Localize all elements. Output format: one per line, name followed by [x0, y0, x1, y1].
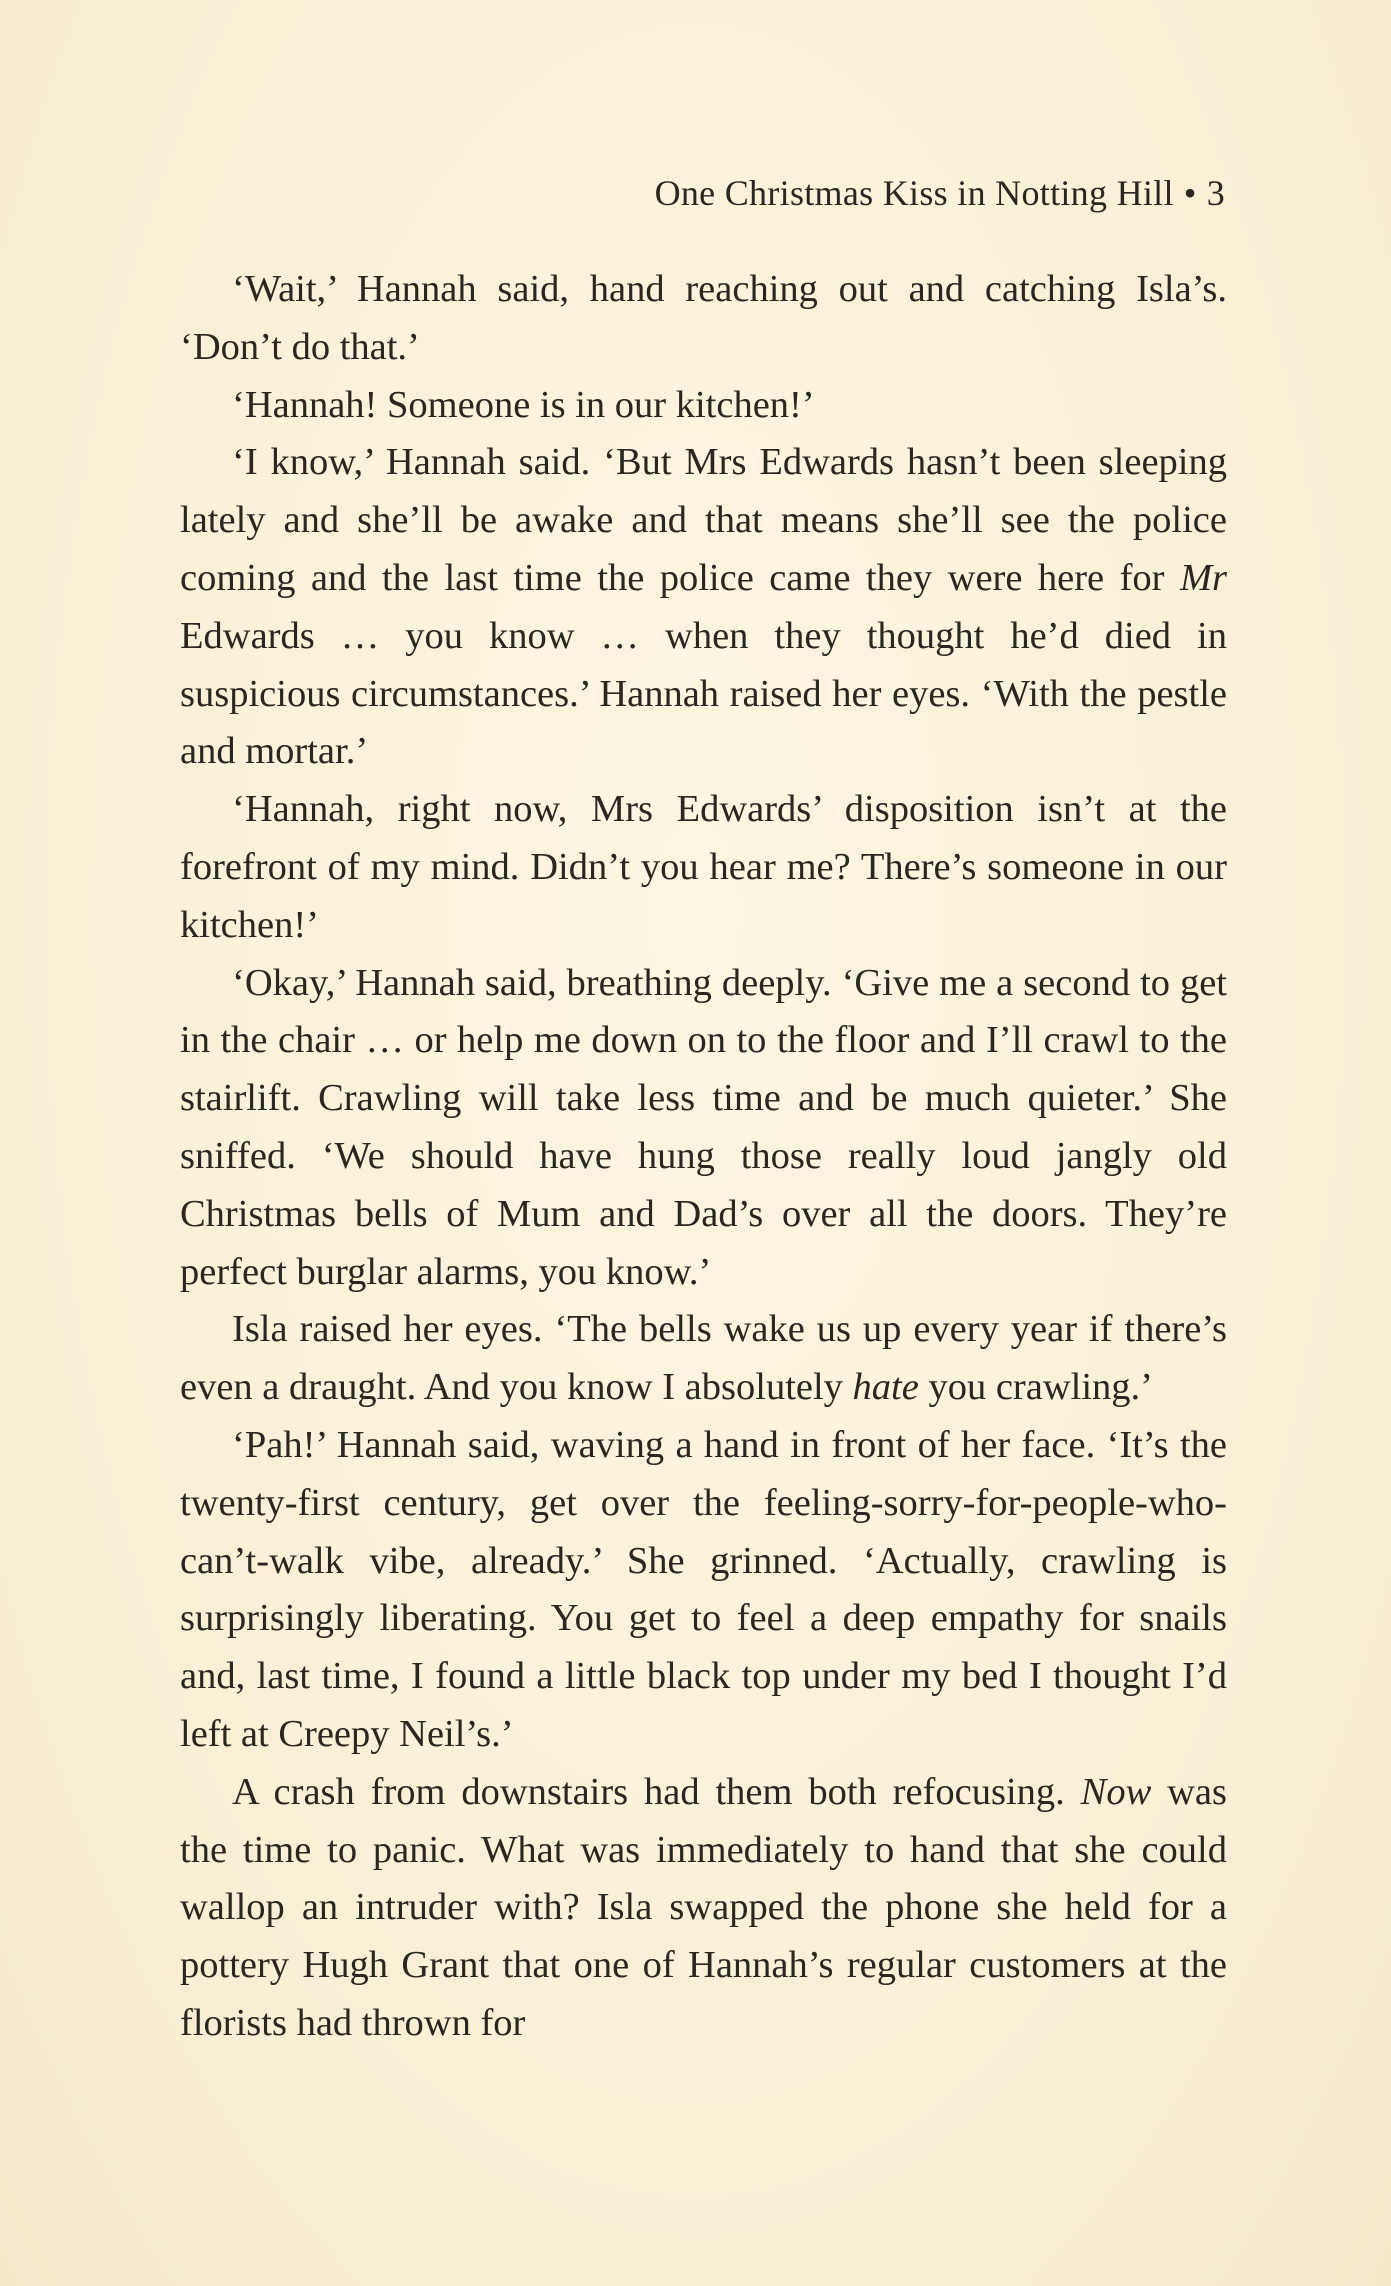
text-run: ‘Hannah, right now, Mrs Edwards’ disposition isn’t at the forefront of my mind. Didn’t you hear me? There’s someone in our kitchen!’	[180, 788, 1227, 946]
italic-text: Mr	[1179, 556, 1227, 599]
running-header-title: One Christmas Kiss in Notting Hill	[654, 173, 1174, 213]
text-run: A crash from downstairs had them both refocusing.	[232, 1770, 1081, 1813]
text-run: ‘Pah!’ Hannah said, waving a hand in front of her face. ‘It’s the twenty-first century, get over the feeling-sorry-for-people-who-can’t-walk vibe, already.’ She grinned. ‘Actually, crawling is surprisingly liberating. You get to feel a deep empathy for snails and, last time, I found a little black top under my bed I thought I’d left at Creepy Neil’s.’	[180, 1423, 1227, 1755]
text-run: Edwards … you know … when they thought he’d died in suspicious circumstances.’ Hannah raised her eyes. ‘With the pestle and mortar.’	[180, 614, 1227, 773]
text-run: you crawling.’	[918, 1366, 1153, 1409]
page-number: 3	[1206, 173, 1225, 213]
running-header	[655, 172, 1225, 214]
paragraph	[180, 1301, 1227, 1417]
running-header-separator: •	[1183, 173, 1197, 213]
text-run: ‘Hannah! Someone is in our kitchen!’	[232, 383, 815, 426]
italic-text: hate	[852, 1366, 919, 1409]
text-run: ‘Okay,’ Hannah said, breathing deeply. ‘Give me a second to get in the chair … or help me down on to the floor and I’ll crawl to the stairlift. Crawling will take less time and be much quieter.’ She sniffed. ‘We should have hung those really loud jangly old Christmas bells of Mum and Dad’s over all the doors. They’re perfect burglar alarms, you know.’	[180, 961, 1227, 1293]
paragraph	[180, 955, 1227, 1302]
italic-text: Now	[1080, 1770, 1152, 1813]
text-run: ‘Wait,’ Hannah said, hand reaching out and catching Isla’s. ‘Don’t do that.’	[180, 268, 1227, 368]
paragraph	[180, 1764, 1227, 2053]
paragraph	[180, 261, 1227, 377]
text-run: was the time to panic. What was immediately to hand that she could wallop an intruder with? Isla swapped the phone she held for a pottery Hugh Grant that one of Hannah’s regular customers at the florists had thrown for	[180, 1770, 1227, 2044]
paragraph	[180, 781, 1227, 954]
paragraph	[180, 434, 1227, 781]
body-text	[180, 261, 1227, 2053]
text-run: ‘I know,’ Hannah said. ‘But Mrs Edwards hasn’t been sleeping lately and she’ll be awake and that means she’ll see the police coming and the last time the police came they were here for	[180, 441, 1227, 599]
paragraph	[180, 1417, 1227, 1764]
paragraph	[180, 377, 1227, 435]
text-run: Isla raised her eyes. ‘The bells wake us up every year if there’s even a draught. And you know I absolutely	[180, 1308, 1227, 1409]
